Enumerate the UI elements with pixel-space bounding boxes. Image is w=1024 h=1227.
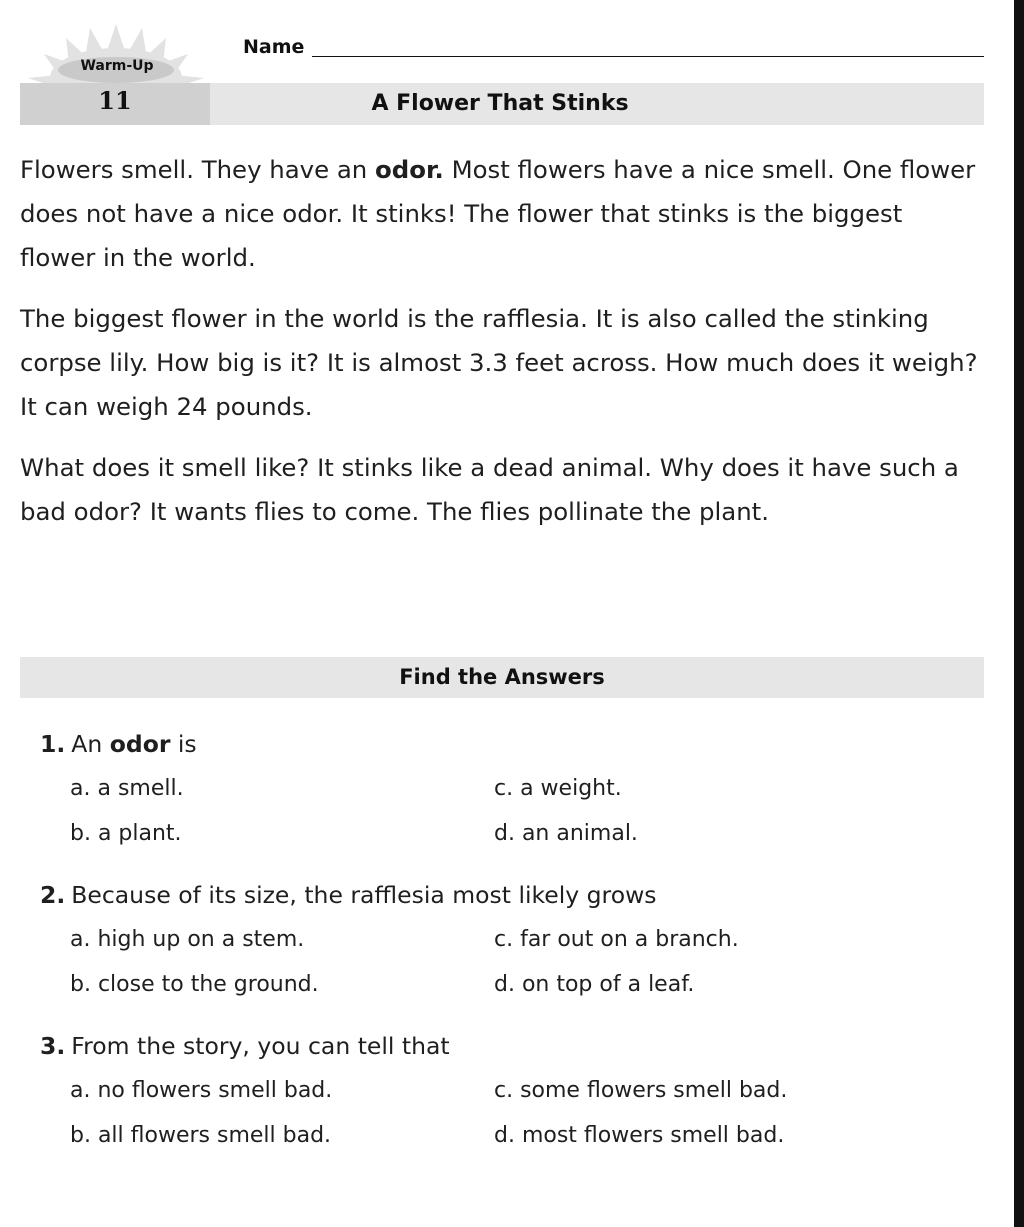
passage-paragraph-2: The biggest flower in the world is the rafflesia. It is also called the stinking corpse lily. How big is it? It is almost 3.3 feet across. How much does it weigh? It can weigh 24 pounds. xyxy=(20,304,978,421)
passage-paragraph-1 xyxy=(20,148,980,280)
question-1 xyxy=(40,722,970,856)
choice-b[interactable]: b. a plant. xyxy=(70,821,182,846)
page-title: A Flower That Stinks xyxy=(371,91,629,116)
choice-b[interactable]: b. all flowers smell bad. xyxy=(70,1123,332,1148)
choice-b[interactable]: b. close to the ground. xyxy=(70,972,319,997)
question-stem xyxy=(40,1024,970,1068)
question-stem xyxy=(40,722,970,766)
question-number: 2. xyxy=(40,881,66,909)
warm-up-label: Warm-Up xyxy=(80,58,154,74)
warm-up-number: 11 xyxy=(98,86,132,115)
choice-c[interactable]: c. some flowers smell bad. xyxy=(494,1078,788,1103)
choice-d[interactable]: d. most flowers smell bad. xyxy=(494,1123,785,1148)
question-text: Because of its size, the rafflesia most likely grows xyxy=(71,881,657,909)
vocabulary-word: odor. xyxy=(375,155,444,184)
name-label: Name xyxy=(243,36,305,58)
question-list xyxy=(40,722,970,1175)
reading-passage xyxy=(20,148,980,551)
question-text: is xyxy=(170,730,197,758)
question-text: An xyxy=(71,730,110,758)
passage-paragraph-3: What does it smell like? It stinks like a dead animal. Why does it have such a bad odor? It wants flies to come. The flies pollinate the plant. xyxy=(20,453,959,526)
question-3 xyxy=(40,1024,970,1158)
answers-title: Find the Answers xyxy=(399,665,605,689)
question-2 xyxy=(40,873,970,1007)
question-stem xyxy=(40,873,970,917)
choice-c[interactable]: c. a weight. xyxy=(494,776,622,801)
answer-choices xyxy=(70,1068,970,1158)
choice-a[interactable]: a. no flowers smell bad. xyxy=(70,1078,333,1103)
sun-badge-icon xyxy=(24,20,208,90)
page-edge xyxy=(1014,0,1024,1227)
passage-text: Most flowers have a nice smell. One flower does not have a nice odor. It stinks! The flower that stinks is the biggest flower in the world. xyxy=(20,155,976,272)
answer-choices xyxy=(70,766,970,856)
choice-a[interactable]: a. high up on a stem. xyxy=(70,927,305,952)
question-number: 3. xyxy=(40,1032,66,1060)
vocabulary-word: odor xyxy=(109,730,171,758)
choice-c[interactable]: c. far out on a branch. xyxy=(494,927,739,952)
answer-choices xyxy=(70,917,970,1007)
question-text: From the story, you can tell that xyxy=(71,1032,450,1060)
choice-a[interactable]: a. a smell. xyxy=(70,776,184,801)
choice-d[interactable]: d. on top of a leaf. xyxy=(494,972,695,997)
passage-text: Flowers smell. They have an xyxy=(20,155,376,184)
question-number: 1. xyxy=(40,730,66,758)
choice-d[interactable]: d. an animal. xyxy=(494,821,638,846)
name-line xyxy=(312,56,984,57)
